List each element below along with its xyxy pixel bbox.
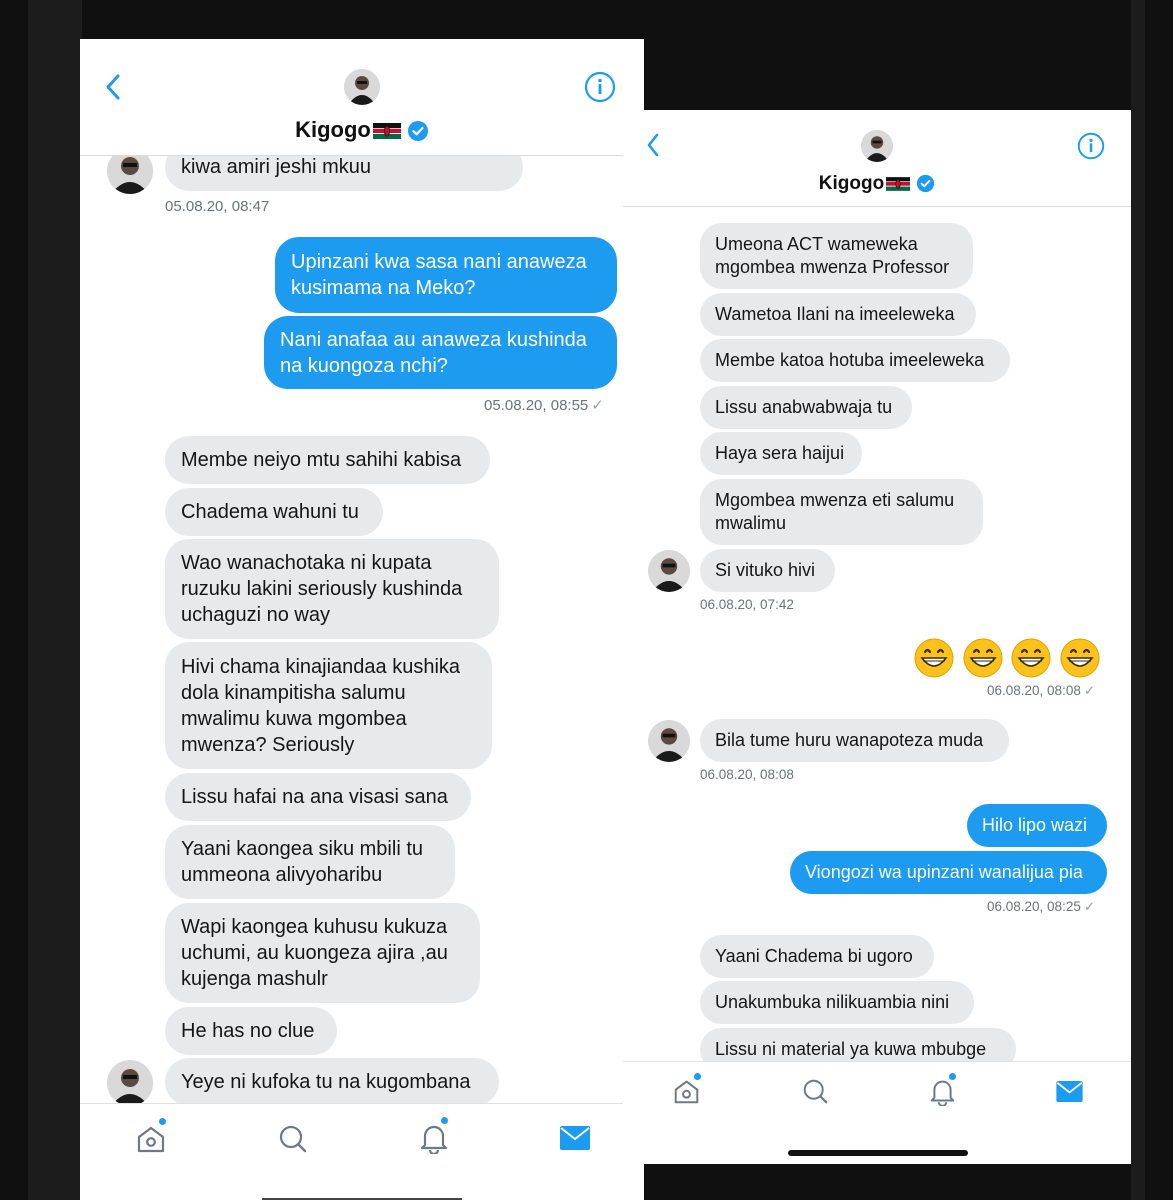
search-icon[interactable]: [802, 1078, 829, 1105]
home-indicator: [788, 1150, 968, 1156]
background-panel: [1131, 0, 1145, 1200]
notification-dot: [159, 1118, 166, 1125]
message-bubble[interactable]: [700, 935, 934, 978]
contact-name: Kigogo: [818, 173, 885, 194]
message-text: Upinzani kwa sasa nani anaweza kusimama na Meko?: [291, 251, 587, 299]
message-text: Hivi chama kinajiandaa kushika dola kinampitisha salumu mwalimu kuwa mgombea mwenza? Seriously: [181, 655, 461, 756]
avatar[interactable]: [648, 550, 690, 592]
message-bubble[interactable]: kiwa amiri jeshi mkuu: [165, 143, 523, 191]
message-text: Membe neiyo mtu sahihi kabisa: [181, 449, 462, 471]
grinning-face-icon: [914, 638, 954, 678]
bottom-tab-bar: [623, 1061, 1131, 1164]
message-text: He has no clue: [181, 1020, 315, 1042]
message-bubble[interactable]: [165, 773, 471, 821]
mail-icon[interactable]: [560, 1126, 590, 1150]
message-timestamp: [484, 396, 604, 414]
sent-check-icon: ✓: [1083, 899, 1096, 914]
chevron-left-icon[interactable]: [104, 73, 122, 101]
bell-icon[interactable]: [419, 1122, 449, 1154]
info-icon[interactable]: [1077, 132, 1105, 160]
home-icon[interactable]: [136, 1124, 166, 1154]
message-text: Yaani kaongea siku mbili tu ummeona alivyoharibu: [181, 838, 423, 886]
message-text: Viongozi wa upinzani wanalijua pia: [805, 861, 1083, 882]
sent-check-icon: ✓: [591, 397, 604, 414]
message-text: Haya sera haijui: [715, 442, 845, 463]
avatar[interactable]: [107, 1060, 153, 1106]
grinning-face-icon: [963, 638, 1003, 678]
mail-icon[interactable]: [1056, 1081, 1083, 1102]
verified-badge-icon: [916, 174, 935, 193]
message-text: Chadema wahuni tu: [181, 501, 359, 523]
message-bubble[interactable]: [165, 436, 490, 484]
avatar[interactable]: [861, 130, 893, 162]
timestamp-text: 05.08.20, 08:55: [484, 397, 589, 414]
notification-dot: [949, 1073, 956, 1080]
conversation-header: [623, 110, 1131, 207]
message-bubble[interactable]: [700, 339, 1010, 382]
left-dm-screen: [80, 39, 644, 1200]
info-icon[interactable]: [584, 71, 616, 103]
message-bubble[interactable]: [700, 223, 973, 289]
conversation-title: [623, 173, 1131, 195]
conversation-header: [80, 39, 644, 156]
message-bubble[interactable]: [700, 719, 1009, 762]
grinning-face-icon: [1060, 638, 1100, 678]
message-bubble[interactable]: [700, 981, 974, 1024]
chevron-left-icon[interactable]: [645, 132, 661, 158]
message-timestamp: 05.08.20, 08:47: [165, 198, 270, 215]
kenya-flag-icon: [373, 123, 401, 139]
bottom-tab-bar: [80, 1103, 644, 1200]
message-text: Yaani Chadema bi ugoro: [715, 945, 913, 966]
message-text: Lissu hafai na ana visasi sana: [181, 786, 448, 808]
conversation-title: [80, 117, 644, 143]
message-bubble[interactable]: [165, 642, 492, 769]
message-bubble[interactable]: [700, 432, 862, 475]
message-text: Bila tume huru wanapoteza muda: [715, 729, 984, 750]
message-text: Si vituko hivi: [715, 559, 816, 580]
message-bubble[interactable]: [165, 825, 455, 899]
message-bubble-sent[interactable]: [790, 851, 1107, 894]
search-icon[interactable]: [278, 1124, 308, 1154]
message-text: Nani anafaa au anaweza kushinda na kuongoza nchi?: [280, 328, 587, 377]
message-bubble[interactable]: [165, 1007, 337, 1055]
message-bubble[interactable]: [165, 488, 383, 536]
message-text: Membe katoa hotuba imeeleweka: [715, 349, 985, 370]
message-bubble[interactable]: [700, 293, 976, 336]
message-bubble[interactable]: [165, 539, 499, 639]
kenya-flag-icon: [886, 177, 910, 191]
message-timestamp: [987, 899, 1095, 915]
message-bubble-sent[interactable]: [264, 316, 617, 389]
contact-name: Kigogo: [295, 117, 371, 142]
home-icon[interactable]: [673, 1078, 700, 1105]
message-timestamp: [987, 683, 1095, 699]
timestamp-text: 06.08.20, 08:08: [987, 683, 1081, 698]
message-text: Lissu anabwabwaja tu: [715, 396, 893, 417]
message-timestamp: 06.08.20, 08:08: [700, 767, 794, 782]
message-bubble[interactable]: [700, 479, 983, 545]
message-text: Wametoa Ilani na imeeleweka: [715, 303, 955, 324]
sent-check-icon: ✓: [1083, 683, 1096, 698]
message-bubble[interactable]: [700, 549, 835, 592]
avatar[interactable]: [344, 69, 380, 105]
message-text: Unakumbuka nilikuambia nini: [715, 991, 950, 1012]
grinning-face-icon: [1011, 638, 1051, 678]
background-panel: [28, 0, 82, 1200]
avatar[interactable]: [648, 720, 690, 762]
message-text: Wapi kaongea kuhusu kukuza uchumi, au kuongeza ajira ,au kujenga mashulr: [181, 916, 448, 990]
message-bubble-sent[interactable]: [275, 237, 617, 313]
message-text: Yeye ni kufoka tu na kugombana: [181, 1071, 471, 1093]
message-bubble[interactable]: [165, 903, 480, 1003]
notification-dot: [441, 1117, 448, 1124]
right-dm-screen: [623, 110, 1131, 1164]
message-text: Mgombea mwenza eti salumu mwalimu: [715, 489, 955, 533]
verified-badge-icon: [407, 120, 429, 142]
message-text: Wao wanachotaka ni kupata ruzuku lakini seriously kushinda uchaguzi no way: [181, 552, 463, 626]
bell-icon[interactable]: [929, 1077, 956, 1106]
timestamp-text: 06.08.20, 08:25: [987, 899, 1081, 914]
message-bubble-sent[interactable]: [967, 804, 1107, 847]
message-text: Hilo lipo wazi: [982, 814, 1088, 835]
message-timestamp: 06.08.20, 07:42: [700, 597, 794, 612]
message-bubble[interactable]: [165, 1058, 499, 1106]
message-text: Umeona ACT wameweka mgombea mwenza Professor: [715, 233, 950, 277]
message-text: Lissu ni material ya kuwa mbubge: [715, 1038, 987, 1059]
message-bubble[interactable]: [700, 386, 912, 429]
notification-dot: [694, 1073, 701, 1080]
